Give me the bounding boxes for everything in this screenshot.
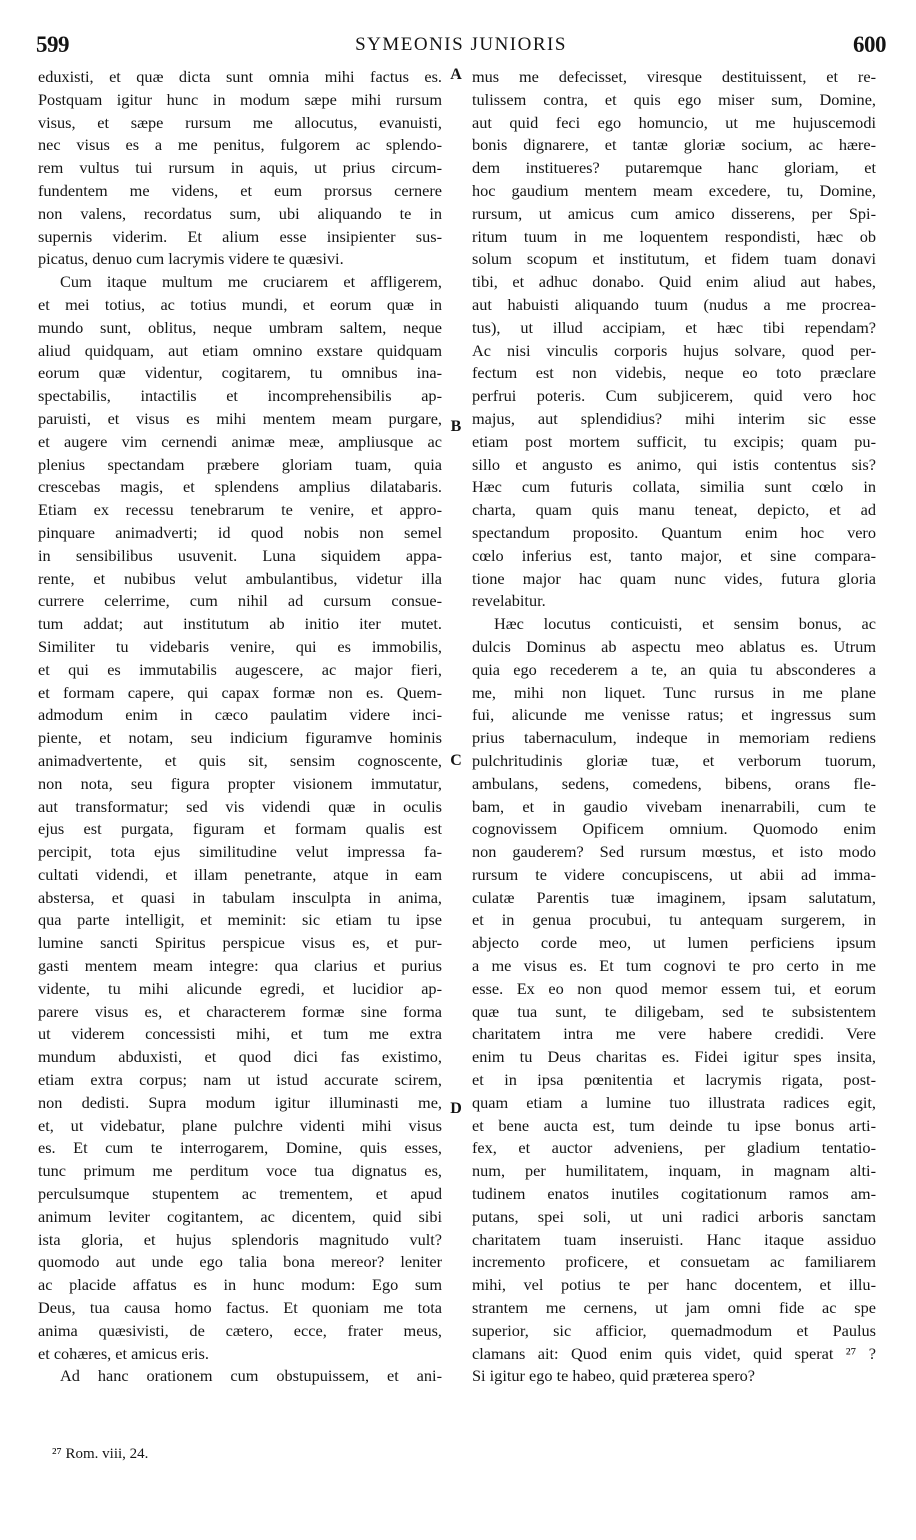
text-line: strantem me cernens, ut jam omni fide ac spe <box>472 1298 876 1318</box>
text-line: incremento proficere, et consuetam ac familiarem <box>472 1252 876 1272</box>
text-line: tudinem enatos inutiles cogitationum ramos am- <box>472 1184 876 1204</box>
text-line: et bene aucta est, tum deinde tu ipse bonus arti- <box>472 1115 876 1135</box>
text-line: Ad hanc orationem cum obstupuissem, et ani- <box>60 1366 442 1386</box>
text-line: ut viderem concessisti mihi, et tum me extra <box>38 1024 442 1044</box>
text-line: animadvertente, et quis sit, sensim cognoscente, <box>38 750 442 770</box>
text-line: et qui es immutabilis augescere, ac major fieri, <box>38 659 442 679</box>
text-line: majus, aut splendidius? mihi interim sic esse <box>472 408 876 428</box>
text-line: dem institueres? putaremque hanc gloriam, et <box>472 158 876 178</box>
text-line: perfrui poteris. Cum subjicerem, quid vero hoc <box>472 386 876 406</box>
text-line: non dedisti. Supra modum igitur illuminasti me, <box>38 1092 442 1112</box>
text-line: pulchritudinis gloriæ tuæ, et verborum tuorum, <box>472 750 876 770</box>
text-line: et formam capere, qui capax formæ non es. Quem- <box>38 682 442 702</box>
text-line: superior, sic afficior, quemadmodum et Paulus <box>472 1320 876 1340</box>
text-line: lumine sancti Spiritus perspicue visus es, et pur- <box>38 933 442 953</box>
text-line: revelabitur. <box>472 591 546 611</box>
text-line: non nota, seu figura propter visionem immutatur, <box>38 773 442 793</box>
text-line: a me visus es. Et tum cognovi te pro certo in me <box>472 956 876 976</box>
text-line: charitatem intra me vere habere credidi. Vere <box>472 1024 876 1044</box>
text-line: plenius spectandam præbere gloriam tuam, quia <box>38 454 442 474</box>
text-line: prius tabernaculum, indeque in memoriam rediens <box>472 728 876 748</box>
text-line: supernis viderim. Et alium esse insipienter sus- <box>38 226 442 246</box>
text-line: fex, et auctor adveniens, per gladium tentatio- <box>472 1138 876 1158</box>
text-line: cognovissem Opificem omnium. Quomodo enim <box>472 819 876 839</box>
text-line: qua parte intelligit, et meminit: sic etiam tu ipse <box>38 910 442 930</box>
text-line: visus, et sæpe rursum me allocutus, evanuisti, <box>38 112 442 132</box>
text-line: non valens, recordatus sum, ubi aliquando te in <box>38 203 442 223</box>
text-line: ista gloria, et hujus splendoris magnitudo vult? <box>38 1229 442 1249</box>
text-line: etiam extra corpus; nam ut istud accurate scirem, <box>38 1070 442 1090</box>
text-line: enim tu Deus charitas es. Fidei igitur spes insita, <box>472 1047 876 1067</box>
text-line: cultati videndi, et illam penetrante, atque in eam <box>38 864 442 884</box>
text-line: aliud quidquam, aut etiam omnino exstare quidquam <box>38 340 442 360</box>
text-line: admodum enim in cæco paulatim videre inci- <box>38 705 442 725</box>
text-line: sillo et angusto es animo, qui istis contentus sis? <box>472 454 876 474</box>
text-line: abstersa, et quasi in tabulam insculpta in anima, <box>38 887 442 907</box>
text-line: fui, alicunde me venisse ratus; et ingressus sum <box>472 705 876 725</box>
text-line: pinquare animadverti; id quod nobis non semel <box>38 522 442 542</box>
text-line: rem vultus tui rursum in aquis, ut prius circum- <box>38 158 442 178</box>
text-line: perculsumque stupentem ac trementem, et apud <box>38 1184 442 1204</box>
text-line: eduxisti, et quæ dicta sunt omnia mihi factus es. <box>38 67 442 86</box>
text-line: aut quid feci ego homuncio, ut me hujuscemodi <box>472 112 876 132</box>
text-line: mihi, vel potius te per hanc docentem, et illu- <box>472 1275 876 1295</box>
text-line: tibi, et adhuc donabo. Quid enim aliud aut habes, <box>472 272 876 292</box>
text-line: esse. Ex eo non quod memor essem tui, et eorum <box>472 978 876 998</box>
text-line: paruisti, et visus es mihi mentem meam purgare, <box>38 408 442 428</box>
text-line: currere celerrime, cum nihil ad cursum consue- <box>38 591 442 611</box>
running-title: SYMEONIS JUNIORIS <box>355 34 567 55</box>
text-line: hoc gaudium mentem meam excedere, tu, Domine, <box>472 180 876 200</box>
text-line: ritum tuum in me loquentem respondisti, hæc ob <box>472 226 876 246</box>
text-line: et, ut videbatur, plane pulchre videnti mihi visus <box>38 1115 442 1135</box>
section-marker-c: C <box>450 752 462 769</box>
text-line: abjecto corde meo, ut lumen perficiens ipsum <box>472 933 876 953</box>
text-line: tunc primum me perditum voce tua dignatus es, <box>38 1161 442 1181</box>
page-header <box>36 32 886 66</box>
text-line: clamans ait: Quod enim quis videt, quid sperat ²⁷ ? <box>472 1343 876 1363</box>
text-line: num, per humilitatem, inquam, in magnam alti- <box>472 1161 876 1181</box>
text-line: spectandum proposito. Quantum enim hoc vero <box>472 522 876 542</box>
text-line: et mei totius, ac totius mundi, et eorum quæ in <box>38 294 442 314</box>
right-column <box>472 66 876 1388</box>
text-line: vidente, tu mihi alicunde egredi, et lucidior ap- <box>38 978 442 998</box>
text-line: charitatem tuam inseruisti. Hanc itaque assiduo <box>472 1229 876 1249</box>
text-line: mundum abduxisti, et quod dici fas existimo, <box>38 1047 442 1067</box>
text-line: mundo sunt, oblitus, neque umbram saltem, neque <box>38 317 442 337</box>
text-line: Ac nisi vinculis corporis hujus solvare, quod per- <box>472 340 876 360</box>
text-line: tus), ut illud accipiam, et hæc tibi rependam? <box>472 317 876 337</box>
text-line: bam, et in gaudio vivebam inenarrabili, cum te <box>472 796 876 816</box>
text-line: et in ipsa pœnitentia et lacrymis rigata, post- <box>472 1070 876 1090</box>
section-marker-d: D <box>450 1100 462 1117</box>
text-line: ambulans, sedens, comedens, bibens, orans fle- <box>472 773 876 793</box>
text-line: rursum, ut amicus cum amico disserens, per Spi- <box>472 203 876 223</box>
text-line: bonis dignarere, et tantæ gloriæ socium, ac hære- <box>472 135 876 155</box>
text-line: fectum est non videbis, neque eo toto præclare <box>472 363 876 383</box>
text-line: aut transformatur; sed vis videndi quæ in oculis <box>38 796 442 816</box>
text-line: non gauderem? Sed rursum mœstus, et isto modo <box>472 842 876 862</box>
text-line: Etiam ex recessu tenebrarum te venire, et appro- <box>38 500 442 520</box>
section-marker-b: B <box>450 418 462 435</box>
right-page-number: 600 <box>853 32 886 57</box>
text-line: quia ego recederem a te, an quia tu absconderes a <box>472 659 876 679</box>
left-page-number: 599 <box>36 32 69 57</box>
text-line: quam etiam a lumine tuo illustrata radices egit, <box>472 1092 876 1112</box>
text-line: me, mihi non liquet. Tunc rursus in me plane <box>472 682 876 702</box>
text-line: quæ tua sunt, te diligebam, sed te subsistentem <box>472 1001 876 1021</box>
text-line: ejus est purgata, figuram et formam qualis est <box>38 819 442 839</box>
text-line: tione major hac quam nunc vides, futura gloria <box>472 568 876 588</box>
text-line: Hæc cum futuris collata, similia sunt cœlo in <box>472 477 876 497</box>
text-line: nec visus es a me penitus, fulgorem ac splendo- <box>38 135 442 155</box>
text-line: quomodo aut unde ego talia bona mereor? leniter <box>38 1252 442 1272</box>
text-line: Si igitur ego te habeo, quid præterea spero? <box>472 1366 756 1386</box>
left-column <box>38 66 442 1388</box>
text-line: gasti mentem meam integre: qua clarius et purius <box>38 956 442 976</box>
text-line: ac placide affatus es in hunc modum: Ego sum <box>38 1275 442 1295</box>
text-line: spectabilis, intactilis et incomprehensibilis ap- <box>38 386 442 406</box>
text-line: Cum itaque multum me cruciarem et affligerem, <box>60 272 442 292</box>
text-line: picatus, denuo cum lacrymis videre te quæsivi. <box>38 249 344 269</box>
text-line: Similiter tu videbaris venire, qui es immobilis, <box>38 636 442 656</box>
text-line: et in genua procubui, tu antequam surgerem, in <box>472 910 876 930</box>
text-line: eorum quæ videntur, cogitarem, tu omnibus ina- <box>38 363 442 383</box>
text-line: cœlo inferius est, tanto major, et sine compara- <box>472 545 876 565</box>
text-line: charta, quam quis manu teneat, depicto, et ad <box>472 500 876 520</box>
text-line: rursum te videre concupiscens, ut abii ad imma- <box>472 864 876 884</box>
text-line: mus me defecisset, viresque destituissent, et re- <box>472 67 876 86</box>
text-line: crescebas magis, et splendens amplius dilatabaris. <box>38 477 442 497</box>
text-line: animum leviter cogitantem, ac dicentem, quid sibi <box>38 1206 442 1226</box>
text-line: es. Et cum te interrogarem, Domine, quis esses, <box>38 1138 442 1158</box>
text-line: et augere vim cernendi animæ meæ, ampliusque ac <box>38 431 442 451</box>
text-line: dulcis Dominus ab aspectu meo ablatus es. Utrum <box>472 636 876 656</box>
text-line: et cohæres, et amicus eris. <box>38 1343 209 1363</box>
text-line: aut habuisti aliquando tuum (nudus a me procrea- <box>472 294 876 314</box>
text-line: tulissem contra, et quis ego miser sum, Domine, <box>472 89 876 109</box>
footnote: ²⁷ Rom. viii, 24. <box>52 1446 149 1462</box>
text-line: percipit, tota ejus similitudine velut impressa fa- <box>38 842 442 862</box>
text-line: etiam post mortem sufficit, tu excipis; quam pu- <box>472 431 876 451</box>
text-line: culatæ Parentis tuæ imaginem, ipsam salutatum, <box>472 887 876 907</box>
text-line: putans, spei soli, ut uni radici arboris sanctam <box>472 1206 876 1226</box>
text-line: piente, et notam, seu indicium figuramve hominis <box>38 728 442 748</box>
text-line: Postquam igitur hunc in modum sæpe mihi rursum <box>38 89 442 109</box>
text-line: tum addat; aut institutum ab initio iter mutet. <box>38 614 442 634</box>
text-line: rente, et nubibus velut ambulantibus, videtur illa <box>38 568 442 588</box>
text-line: in sensibilibus usuvenit. Luna siquidem appa- <box>38 545 442 565</box>
section-marker-a: A <box>450 66 462 83</box>
text-line: fundentem me videns, et eum prorsus cernere <box>38 180 442 200</box>
text-line: Hæc locutus conticuisti, et sensim bonus, ac <box>494 614 876 634</box>
text-line: solum scopum et institutum, et fidem tuam donavi <box>472 249 876 269</box>
text-line: parere visus es, et characterem formæ sine forma <box>38 1001 442 1021</box>
text-line: Deus, tua causa homo factus. Et quoniam me tota <box>38 1298 442 1318</box>
text-line: anima quæsivisti, de cætero, ecce, frater meus, <box>38 1320 442 1340</box>
